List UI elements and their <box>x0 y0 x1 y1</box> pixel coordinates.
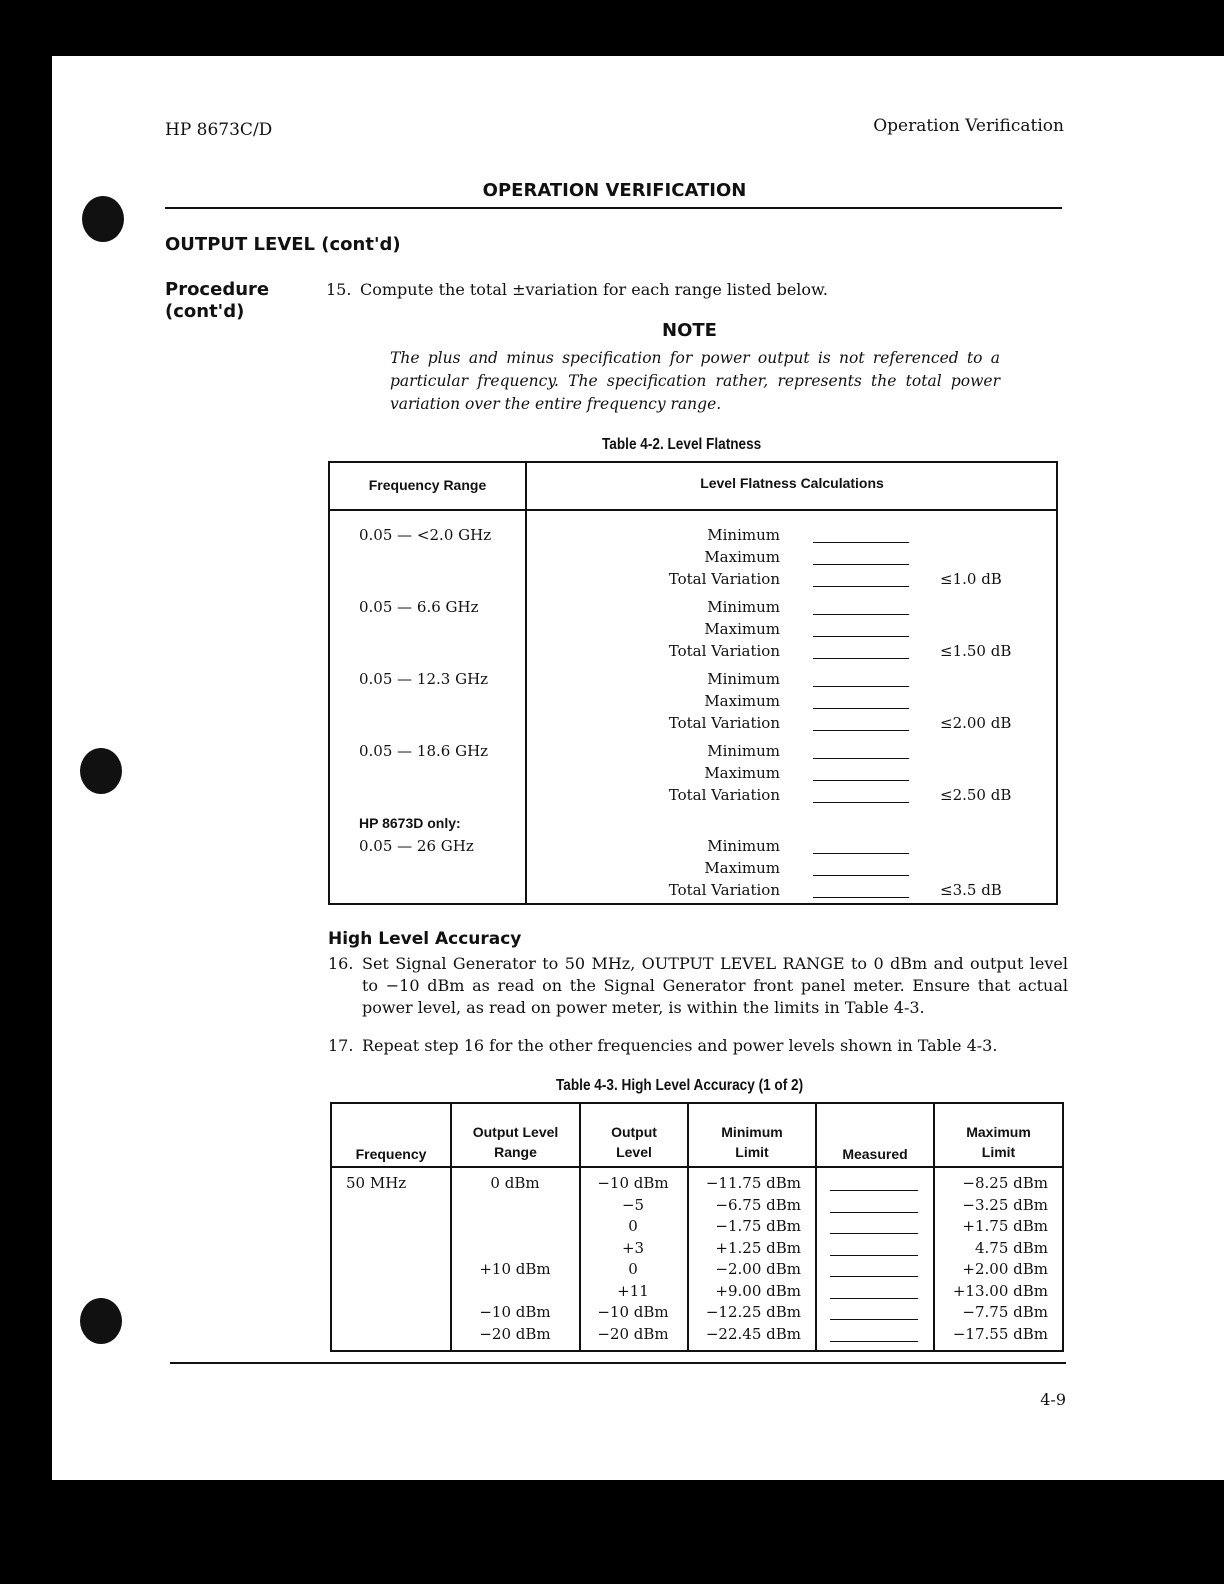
entry-blank[interactable] <box>813 758 909 759</box>
flatness-row <box>527 859 1058 881</box>
column-header-measured: Measured <box>842 1146 908 1162</box>
step-16 <box>328 953 1068 1019</box>
column-header-range <box>452 1122 579 1162</box>
level-cell: −10 dBm <box>597 1174 669 1192</box>
row-label: Maximum <box>704 620 780 638</box>
row-label: Minimum <box>707 526 780 544</box>
measured-blank[interactable] <box>830 1319 918 1320</box>
row-label: Total Variation <box>668 570 780 588</box>
measured-blank[interactable] <box>830 1190 918 1191</box>
entry-blank[interactable] <box>813 636 909 637</box>
binder-hole <box>80 1298 122 1344</box>
document-page <box>52 56 1224 1480</box>
header-line: Output Level <box>472 1124 559 1140</box>
min-limit-cell: −11.75 dBm <box>705 1174 801 1192</box>
entry-blank[interactable] <box>813 614 909 615</box>
max-limit-cell: −7.75 dBm <box>962 1303 1048 1321</box>
level-cell: +11 <box>617 1281 649 1300</box>
table-divider <box>330 509 1056 511</box>
measured-blank[interactable] <box>830 1255 918 1256</box>
frequency-range: 0.05 — <2.0 GHz <box>359 526 492 544</box>
entry-blank[interactable] <box>813 730 909 731</box>
min-limit-cell: −22.45 dBm <box>705 1324 801 1343</box>
entry-blank[interactable] <box>813 708 909 709</box>
flatness-limit: ≤1.0 dB <box>940 570 1002 588</box>
max-limit-cell: −17.55 dBm <box>952 1324 1048 1343</box>
measured-blank[interactable] <box>830 1298 918 1299</box>
measured-blank[interactable] <box>830 1341 918 1342</box>
row-label: Minimum <box>707 670 780 688</box>
flatness-row <box>527 642 1058 664</box>
flatness-limit: ≤2.50 dB <box>940 786 1012 804</box>
frequency-range: 0.05 — 12.3 GHz <box>359 670 489 688</box>
header-model: HP 8673C/D <box>165 120 273 140</box>
row-label: Total Variation <box>668 786 780 804</box>
step-text: Repeat step 16 for the other frequencies and power levels shown in Table 4-3. <box>362 1036 998 1055</box>
flatness-row <box>527 786 1058 808</box>
min-limit-cell: −2.00 dBm <box>715 1260 801 1278</box>
entry-blank[interactable] <box>813 686 909 687</box>
row-label: Total Variation <box>668 642 780 660</box>
flatness-row <box>527 764 1058 786</box>
flatness-limit: ≤3.5 dB <box>940 881 1002 899</box>
level-cell: −5 <box>621 1195 645 1214</box>
column-header-max <box>935 1122 1062 1162</box>
row-label: Minimum <box>707 837 780 855</box>
header-line: Output <box>611 1124 657 1140</box>
step-17 <box>328 1035 1068 1057</box>
min-limit-cell: −6.75 dBm <box>715 1195 801 1214</box>
step-text: Set Signal Generator to 50 MHz, OUTPUT LEVEL RANGE to 0 dBm and output level to −10 dBm as read on the Signal Generator front panel meter. Ensure that actual power level, as read on power meter, is within the limits in Table 4-3. <box>362 954 1068 1017</box>
frequency-range: 0.05 — 18.6 GHz <box>359 742 489 760</box>
level-cell: 0 <box>628 1217 638 1235</box>
binder-hole <box>80 748 122 794</box>
subsection-heading: OUTPUT LEVEL (cont'd) <box>165 234 401 255</box>
step-15 <box>326 279 1046 301</box>
entry-blank[interactable] <box>813 564 909 565</box>
level-cell: −10 dBm <box>597 1303 669 1321</box>
column-header: Frequency Range <box>368 477 487 493</box>
header-line: Minimum <box>721 1124 783 1140</box>
level-flatness-table <box>328 461 1058 905</box>
section-title: OPERATION VERIFICATION <box>482 180 747 201</box>
entry-blank[interactable] <box>813 897 909 898</box>
header-line: Level <box>616 1144 652 1160</box>
header-line: Limit <box>981 1144 1016 1160</box>
header-line: Limit <box>735 1144 769 1160</box>
side-heading <box>165 279 269 323</box>
row-label: Total Variation <box>668 881 780 899</box>
row-label: Minimum <box>707 742 780 760</box>
table-4-2-caption: Table 4-2. Level Flatness <box>602 436 762 453</box>
measured-blank[interactable] <box>830 1233 918 1234</box>
min-limit-cell: +9.00 dBm <box>715 1281 801 1300</box>
model-note: HP 8673D only: <box>359 815 461 831</box>
range-cell: −20 dBm <box>479 1324 551 1343</box>
page-number: 4-9 <box>1040 1390 1066 1409</box>
column-header-frequency: Frequency <box>355 1146 427 1162</box>
max-limit-cell: +2.00 dBm <box>962 1260 1048 1278</box>
level-cell: −20 dBm <box>597 1324 669 1343</box>
row-label: Maximum <box>704 692 780 710</box>
max-limit-cell: +13.00 dBm <box>952 1281 1048 1300</box>
entry-blank[interactable] <box>813 875 909 876</box>
note-body: The plus and minus specification for power output is not referenced to a particular frequency. The specification rather, represents the total power variation over the entire frequency range. <box>390 349 1000 413</box>
flatness-row <box>527 714 1058 736</box>
high-level-accuracy-heading: High Level Accuracy <box>328 929 522 949</box>
min-limit-cell: −1.75 dBm <box>715 1217 801 1235</box>
flatness-row <box>527 620 1058 642</box>
flatness-limit: ≤2.00 dB <box>940 714 1012 732</box>
step-number: 15. <box>326 280 352 299</box>
row-label: Minimum <box>707 598 780 616</box>
step-text: Compute the total ±variation for each range listed below. <box>360 280 828 299</box>
frequency-range: 0.05 — 26 GHz <box>359 837 474 855</box>
min-limit-cell: −12.25 dBm <box>705 1303 801 1321</box>
entry-blank[interactable] <box>813 802 909 803</box>
binder-hole <box>82 196 124 242</box>
flatness-row <box>527 526 1058 548</box>
entry-blank[interactable] <box>813 853 909 854</box>
measured-blank[interactable] <box>830 1276 918 1277</box>
flatness-row <box>527 837 1058 859</box>
measured-blank[interactable] <box>830 1212 918 1213</box>
header-line: Maximum <box>966 1124 1031 1140</box>
range-cell: 0 dBm <box>490 1174 540 1192</box>
table-4-3-caption: Table 4-3. High Level Accuracy (1 of 2) <box>556 1077 804 1094</box>
min-limit-cell: +1.25 dBm <box>715 1238 801 1257</box>
range-cell: −10 dBm <box>479 1303 551 1321</box>
flatness-row <box>527 881 1058 903</box>
high-level-accuracy-table <box>330 1102 1064 1352</box>
side-heading-line: Procedure <box>165 279 270 300</box>
column-header-min <box>689 1122 815 1162</box>
header-section: Operation Verification <box>873 116 1064 136</box>
max-limit-cell: −3.25 dBm <box>962 1195 1048 1214</box>
row-label: Maximum <box>704 764 780 782</box>
note-title: NOTE <box>662 320 717 341</box>
max-limit-cell: −8.25 dBm <box>962 1174 1048 1192</box>
header-line: Range <box>494 1144 537 1160</box>
frequency-range: 0.05 — 6.6 GHz <box>359 598 479 616</box>
row-label: Total Variation <box>668 714 780 732</box>
flatness-row <box>527 742 1058 764</box>
flatness-limit: ≤1.50 dB <box>940 642 1012 660</box>
range-cell: +10 dBm <box>479 1260 551 1278</box>
header-rule <box>165 207 1062 209</box>
entry-blank[interactable] <box>813 780 909 781</box>
table-divider <box>332 1166 1062 1168</box>
max-limit-cell: +1.75 dBm <box>962 1217 1048 1235</box>
step-number: 17. <box>328 1036 354 1055</box>
level-cell: +3 <box>621 1238 645 1257</box>
frequency-cell: 50 MHz <box>346 1174 407 1192</box>
level-cell: 0 <box>628 1260 638 1278</box>
flatness-row <box>527 570 1058 592</box>
flatness-row <box>527 548 1058 570</box>
table-divider <box>815 1104 817 1350</box>
column-header-level <box>581 1122 687 1162</box>
entry-blank[interactable] <box>813 542 909 543</box>
entry-blank[interactable] <box>813 658 909 659</box>
flatness-row <box>527 692 1058 714</box>
column-header: Level Flatness Calculations <box>700 475 884 491</box>
max-limit-cell: 4.75 dBm <box>974 1238 1048 1257</box>
flatness-row <box>527 598 1058 620</box>
row-label: Maximum <box>704 859 780 877</box>
side-heading-line: (cont'd) <box>165 301 245 322</box>
flatness-row <box>527 670 1058 692</box>
step-number: 16. <box>328 954 354 973</box>
row-label: Maximum <box>704 548 780 566</box>
footer-rule <box>170 1362 1066 1364</box>
entry-blank[interactable] <box>813 586 909 587</box>
